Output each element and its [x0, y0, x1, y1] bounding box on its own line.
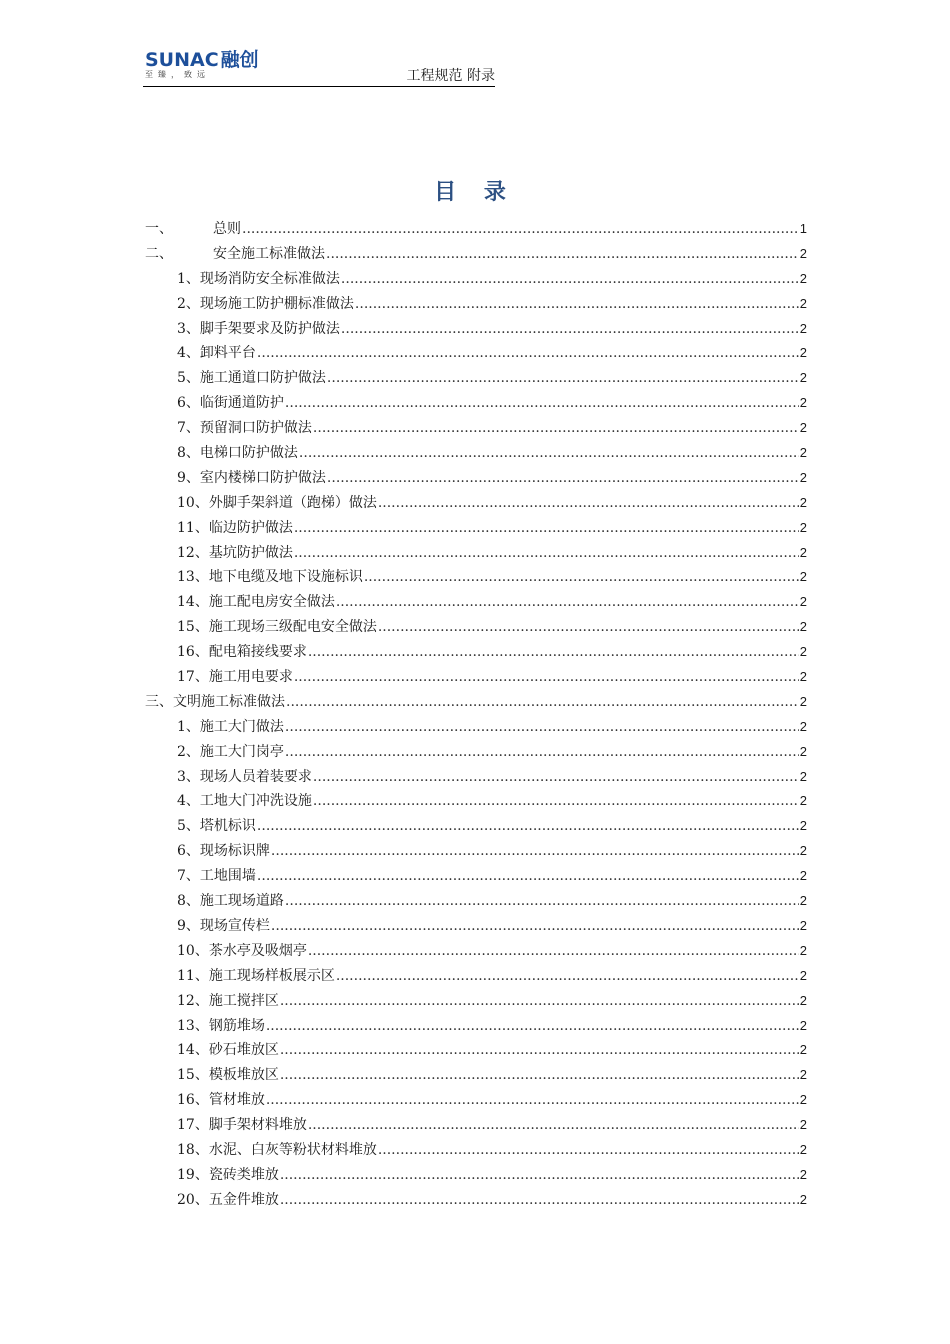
toc-subentry[interactable]	[145, 814, 807, 839]
toc-page-number: 2	[799, 295, 807, 311]
toc-subentry[interactable]	[145, 989, 807, 1014]
toc-page-number: 2	[799, 619, 807, 635]
toc-page-number: 2	[799, 693, 807, 709]
toc-subentry-label: 19、瓷砖类堆放	[177, 1166, 279, 1183]
toc-leader-dots	[257, 814, 799, 839]
toc-subentry-label: 13、地下电缆及地下设施标识	[177, 569, 363, 586]
toc-subentry[interactable]	[145, 789, 807, 814]
toc-leader-dots	[341, 317, 799, 342]
toc-subentry[interactable]	[145, 565, 807, 590]
toc-subentry-label: 15、施工现场三级配电安全做法	[177, 619, 377, 636]
toc-subentry-label: 7、工地围墙	[177, 868, 256, 885]
toc-page-number: 2	[799, 445, 807, 461]
toc-leader-dots	[378, 1138, 799, 1163]
toc-page-number: 2	[799, 370, 807, 386]
toc-leader-dots	[271, 914, 799, 939]
toc-leader-dots	[341, 267, 799, 292]
toc-page-number: 2	[799, 469, 807, 485]
toc-subentry-label: 11、临边防护做法	[177, 519, 293, 536]
toc-page-number: 2	[799, 992, 807, 1008]
toc-subentry[interactable]	[145, 267, 807, 292]
toc-subentry[interactable]	[145, 416, 807, 441]
toc-subentry[interactable]	[145, 715, 807, 740]
toc-entry[interactable]	[145, 690, 807, 715]
toc-page-number: 2	[799, 893, 807, 909]
toc-subentry[interactable]	[145, 466, 807, 491]
toc-subentry-label: 15、模板堆放区	[177, 1067, 279, 1084]
toc-page-number: 2	[799, 245, 807, 261]
toc-leader-dots	[308, 939, 799, 964]
toc-subentry-label: 13、钢筋堆场	[177, 1017, 265, 1034]
toc-page-number: 2	[799, 718, 807, 734]
toc-leader-dots	[280, 989, 799, 1014]
table-of-contents	[145, 217, 807, 1213]
toc-leader-dots	[294, 516, 799, 541]
toc-page-number: 1	[799, 221, 807, 236]
toc-subentry-label: 14、砂石堆放区	[177, 1042, 279, 1059]
toc-entry-number: 二、	[145, 245, 173, 262]
toc-subentry-label: 6、临街通道防护	[177, 395, 284, 412]
toc-page-number: 2	[799, 544, 807, 560]
toc-subentry-label: 10、外脚手架斜道（跑梯）做法	[177, 494, 377, 511]
toc-page-number: 2	[799, 868, 807, 884]
toc-page-number: 2	[799, 345, 807, 361]
toc-subentry-label: 9、室内楼梯口防护做法	[177, 469, 326, 486]
toc-title: 目 录	[434, 180, 516, 205]
toc-subentry[interactable]	[145, 491, 807, 516]
toc-subentry[interactable]	[145, 765, 807, 790]
toc-page-number: 2	[799, 494, 807, 510]
toc-subentry-label: 2、施工大门岗亭	[177, 743, 284, 760]
toc-subentry[interactable]	[145, 366, 807, 391]
toc-subentry[interactable]	[145, 1113, 807, 1138]
toc-subentry[interactable]	[145, 1163, 807, 1188]
toc-leader-dots	[313, 789, 799, 814]
toc-entry-label: 总则	[213, 221, 241, 237]
toc-subentry-label: 18、水泥、白灰等粉状材料堆放	[177, 1141, 377, 1158]
toc-page-number: 2	[799, 644, 807, 660]
page-header	[143, 46, 495, 87]
toc-subentry-label: 12、基坑防护做法	[177, 544, 293, 561]
toc-subentry[interactable]	[145, 1188, 807, 1213]
toc-page-number: 2	[799, 1141, 807, 1157]
toc-subentry[interactable]	[145, 1063, 807, 1088]
toc-leader-dots	[257, 864, 799, 889]
toc-subentry-label: 14、施工配电房安全做法	[177, 594, 335, 611]
toc-leader-dots	[257, 341, 799, 366]
toc-leader-dots	[355, 292, 799, 317]
toc-entry[interactable]	[145, 242, 807, 267]
toc-subentry-label: 9、现场宣传栏	[177, 917, 270, 934]
logo-tagline: 至臻，致远	[145, 70, 210, 79]
toc-page-number: 2	[799, 320, 807, 336]
toc-leader-dots	[242, 217, 799, 242]
toc-leader-dots	[308, 640, 799, 665]
toc-entry-label: 安全施工标准做法	[213, 245, 325, 262]
toc-leader-dots	[378, 615, 799, 640]
toc-page-number: 2	[799, 1092, 807, 1108]
toc-subentry[interactable]	[145, 516, 807, 541]
toc-leader-dots	[336, 964, 799, 989]
toc-subentry-label: 11、施工现场样板展示区	[177, 967, 335, 984]
toc-leader-dots	[280, 1163, 799, 1188]
toc-leader-dots	[364, 565, 799, 590]
toc-subentry[interactable]	[145, 889, 807, 914]
toc-leader-dots	[266, 1088, 799, 1113]
toc-subentry-label: 12、施工搅拌区	[177, 992, 279, 1009]
toc-page-number: 2	[799, 843, 807, 859]
toc-page-number: 2	[799, 793, 807, 809]
toc-subentry[interactable]	[145, 341, 807, 366]
toc-subentry-label: 17、脚手架材料堆放	[177, 1117, 307, 1134]
toc-subentry-label: 16、管材堆放	[177, 1092, 265, 1109]
toc-subentry[interactable]	[145, 541, 807, 566]
toc-subentry[interactable]	[145, 317, 807, 342]
toc-leader-dots	[285, 391, 799, 416]
document-title: 工程规范 附录	[406, 68, 495, 84]
toc-entry[interactable]	[145, 217, 807, 242]
toc-page-number: 2	[799, 270, 807, 286]
toc-leader-dots	[327, 466, 799, 491]
toc-subentry-label: 3、脚手架要求及防护做法	[177, 320, 340, 337]
toc-page-number: 2	[799, 942, 807, 958]
toc-subentry-label: 8、电梯口防护做法	[177, 445, 298, 462]
toc-page-number: 2	[799, 569, 807, 585]
toc-subentry-label: 5、施工通道口防护做法	[177, 370, 326, 387]
toc-subentry-label: 4、卸料平台	[177, 345, 256, 362]
toc-subentry-label: 17、施工用电要求	[177, 669, 293, 686]
toc-leader-dots	[266, 1014, 799, 1039]
toc-subentry-label: 16、配电箱接线要求	[177, 644, 307, 661]
toc-subentry-label: 8、施工现场道路	[177, 893, 284, 910]
toc-subentry-label: 1、现场消防安全标准做法	[177, 270, 340, 287]
toc-subentry[interactable]	[145, 640, 807, 665]
toc-subentry[interactable]	[145, 740, 807, 765]
sunac-logo	[145, 50, 259, 82]
toc-page-number: 2	[799, 395, 807, 411]
toc-subentry[interactable]	[145, 441, 807, 466]
logo-cn-wordmark: 融创	[220, 49, 259, 71]
toc-page-number: 2	[799, 1166, 807, 1182]
toc-leader-dots	[294, 541, 799, 566]
toc-subentry[interactable]	[145, 292, 807, 317]
toc-subentry-label: 7、预留洞口防护做法	[177, 420, 312, 437]
toc-subentry[interactable]	[145, 391, 807, 416]
toc-subentry-label: 2、现场施工防护棚标准做法	[177, 295, 354, 312]
toc-page-number: 2	[799, 1067, 807, 1083]
toc-subentry-label: 3、现场人员着装要求	[177, 768, 312, 785]
toc-subentry[interactable]	[145, 665, 807, 690]
toc-subentry[interactable]	[145, 839, 807, 864]
toc-page-number: 2	[799, 768, 807, 784]
toc-leader-dots	[285, 715, 799, 740]
toc-leader-dots	[280, 1063, 799, 1088]
toc-leader-dots	[313, 765, 799, 790]
toc-leader-dots	[378, 491, 799, 516]
toc-leader-dots	[326, 242, 799, 267]
toc-leader-dots	[308, 1113, 799, 1138]
toc-leader-dots	[285, 740, 799, 765]
toc-entry-label: 文明施工标准做法	[173, 693, 285, 710]
toc-subentry-label: 10、茶水亭及吸烟亭	[177, 942, 307, 959]
toc-page-number: 2	[799, 420, 807, 436]
toc-subentry[interactable]	[145, 1138, 807, 1163]
toc-page-number: 2	[799, 967, 807, 983]
toc-page-number: 2	[799, 917, 807, 933]
toc-entry-number: 一、	[145, 221, 173, 237]
toc-page-number: 2	[799, 1017, 807, 1033]
toc-leader-dots	[294, 665, 799, 690]
toc-leader-dots	[280, 1038, 799, 1063]
toc-subentry[interactable]	[145, 864, 807, 889]
toc-subentry[interactable]	[145, 939, 807, 964]
toc-subentry-label: 6、现场标识牌	[177, 843, 270, 860]
toc-page-number: 2	[799, 818, 807, 834]
toc-leader-dots	[299, 441, 799, 466]
toc-page-number: 2	[799, 594, 807, 610]
toc-subentry[interactable]	[145, 914, 807, 939]
toc-subentry[interactable]	[145, 964, 807, 989]
toc-subentry-label: 4、工地大门冲洗设施	[177, 793, 312, 810]
toc-entry-number: 三、	[145, 693, 173, 710]
toc-page-number: 2	[799, 1191, 807, 1207]
logo-wordmark: SUNAC	[145, 49, 219, 71]
toc-subentry[interactable]	[145, 1014, 807, 1039]
toc-leader-dots	[271, 839, 799, 864]
toc-subentry-label: 20、五金件堆放	[177, 1191, 279, 1208]
toc-subentry[interactable]	[145, 615, 807, 640]
toc-subentry[interactable]	[145, 590, 807, 615]
toc-page-number: 2	[799, 743, 807, 759]
toc-subentry-label: 1、施工大门做法	[177, 718, 284, 735]
toc-subentry[interactable]	[145, 1038, 807, 1063]
toc-leader-dots	[286, 690, 799, 715]
toc-page-number: 2	[799, 519, 807, 535]
toc-page-number: 2	[799, 669, 807, 685]
toc-leader-dots	[313, 416, 799, 441]
toc-subentry-label: 5、塔机标识	[177, 818, 256, 835]
toc-leader-dots	[280, 1188, 799, 1213]
toc-subentry[interactable]	[145, 1088, 807, 1113]
toc-leader-dots	[285, 889, 799, 914]
toc-leader-dots	[336, 590, 799, 615]
toc-leader-dots	[327, 366, 799, 391]
toc-page-number: 2	[799, 1042, 807, 1058]
toc-page-number: 2	[799, 1117, 807, 1133]
